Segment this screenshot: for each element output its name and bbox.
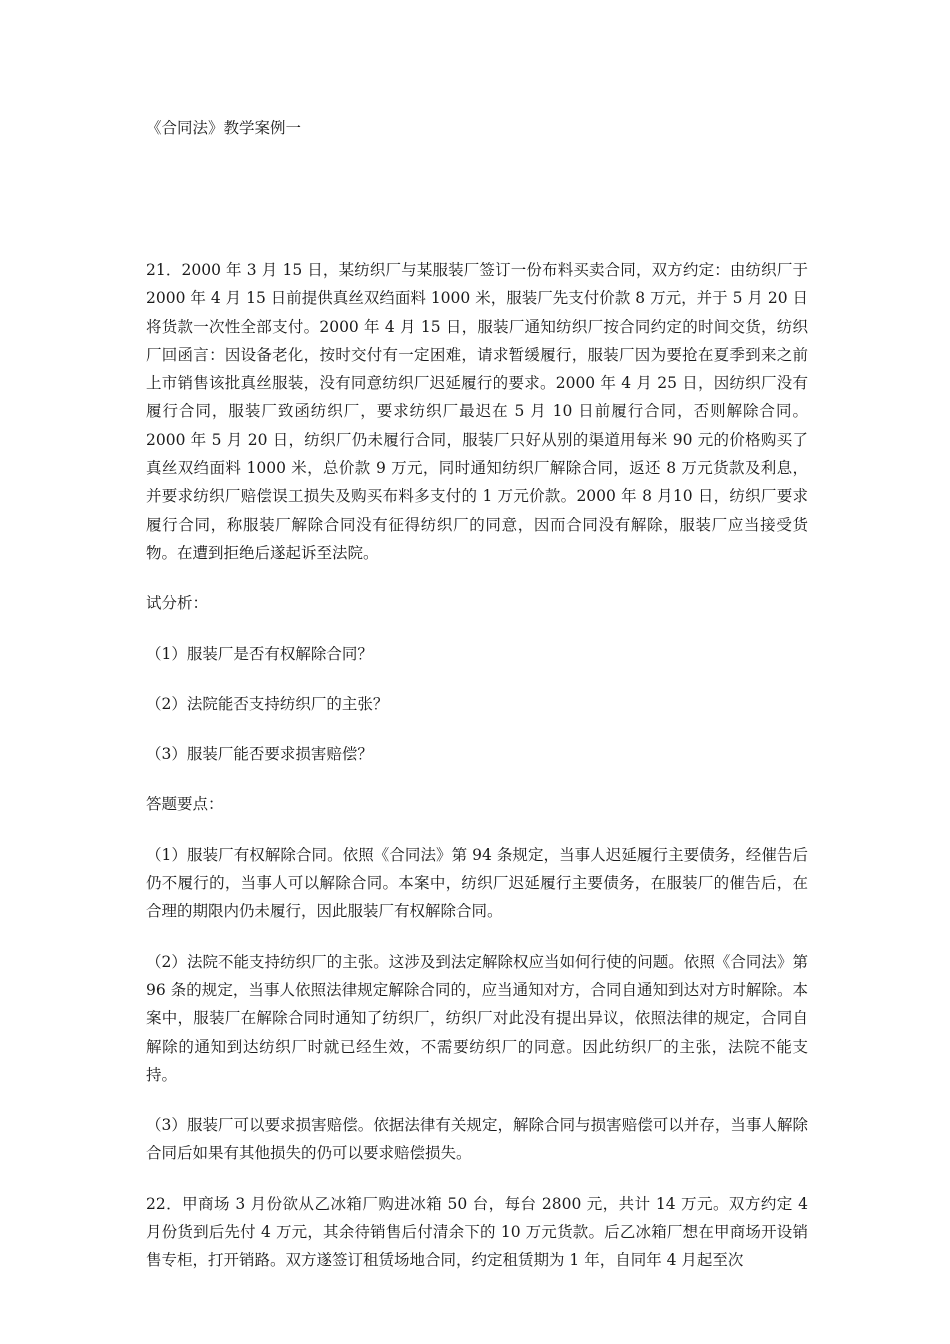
question-3: （3）服装厂能否要求损害赔偿？ — [146, 745, 373, 764]
document-body — [146, 256, 808, 1297]
analysis-heading: 试分析： — [146, 594, 209, 613]
case-21-facts: 21．2000 年 3 月 15 日，某纺织厂与某服装厂签订一份布料买卖合同，双方约定：由纺织厂于 2000 年 4 月 15 日前提供真丝双绉面料 1000 米，服装厂先支付价款 8 万元，并于 5 月 20 日将货款一次性全部支付。2000 年 4 月 15 日，服装厂通知纺织厂按合同约定的时间交货，纺织厂回函言：因设备老化，按时交付有一定困难，请求暂缓履行，服装厂因为要抢在夏季到来之前上市销售该批真丝服装，没有同意纺织厂迟延履行的要求。2000 年 4 月 25 日，因纺织厂没有履行合同，服装厂致函纺织厂，要求纺织厂最迟在 5 月 10 日前履行合同，否则解除合同。2000 年 5 月 20 日，纺织厂仍未履行合同，服装厂只好从别的渠道用每米 90 元的价格购买了真丝双绉面料 1000 米，总价款 9 万元，同时通知纺织厂解除合同，返还 8 万元货款及利息，并要求纺织厂赔偿误工损失及购买布料多支付的 1 万元价款。2000 年 8 月10 日，纺织厂要求履行合同，称服装厂解除合同没有征得纺织厂的同意，因而合同没有解除，服装厂应当接受货物。在遭到拒绝后遂起诉至法院。 — [146, 261, 808, 562]
answer-1: （1）服装厂有权解除合同。依照《合同法》第 94 条规定，当事人迟延履行主要债务，经催告后仍不履行的，当事人可以解除合同。本案中，纺织厂迟延履行主要债务，在服装厂的催告后，在合理的期限内仍未履行，因此服装厂有权解除合同。 — [146, 845, 808, 921]
question-1: （1）服装厂是否有权解除合同？ — [146, 644, 373, 663]
answer-2: （2）法院不能支持纺织厂的主张。这涉及到法定解除权应当如何行使的问题。依照《合同法》第 96 条的规定，当事人依照法律规定解除合同的，应当通知对方，合同自通知到达对方时解除。本案中，服装厂在解除合同时通知了纺织厂，纺织厂对此没有提出异议，依照法律的规定，合同自解除的通知到达纺织厂时就已经生效，不需要纺织厂的同意。因此纺织厂的主张，法院不能支持。 — [146, 952, 808, 1084]
case-22-facts: 22．甲商场 3 月份欲从乙冰箱厂购进冰箱 50 台，每台 2800 元，共计 14 万元。双方约定 4 月份货到后先付 4 万元，其余待销售后付清余下的 10 万元货款。后乙冰箱厂想在甲商场开设销售专柜，打开销路。双方遂签订租赁场地合同，约定租赁期为 1 年，自同年 4 月起至次 — [146, 1194, 808, 1270]
question-2: （2）法院能否支持纺织厂的主张？ — [146, 694, 389, 713]
answer-3: （3）服装厂可以要求损害赔偿。依据法律有关规定，解除合同与损害赔偿可以并存，当事人解除合同后如果有其他损失的仍可以要求赔偿损失。 — [146, 1116, 808, 1163]
document-title: 《合同法》教学案例一 — [146, 119, 302, 137]
answer-heading: 答题要点： — [146, 795, 224, 814]
